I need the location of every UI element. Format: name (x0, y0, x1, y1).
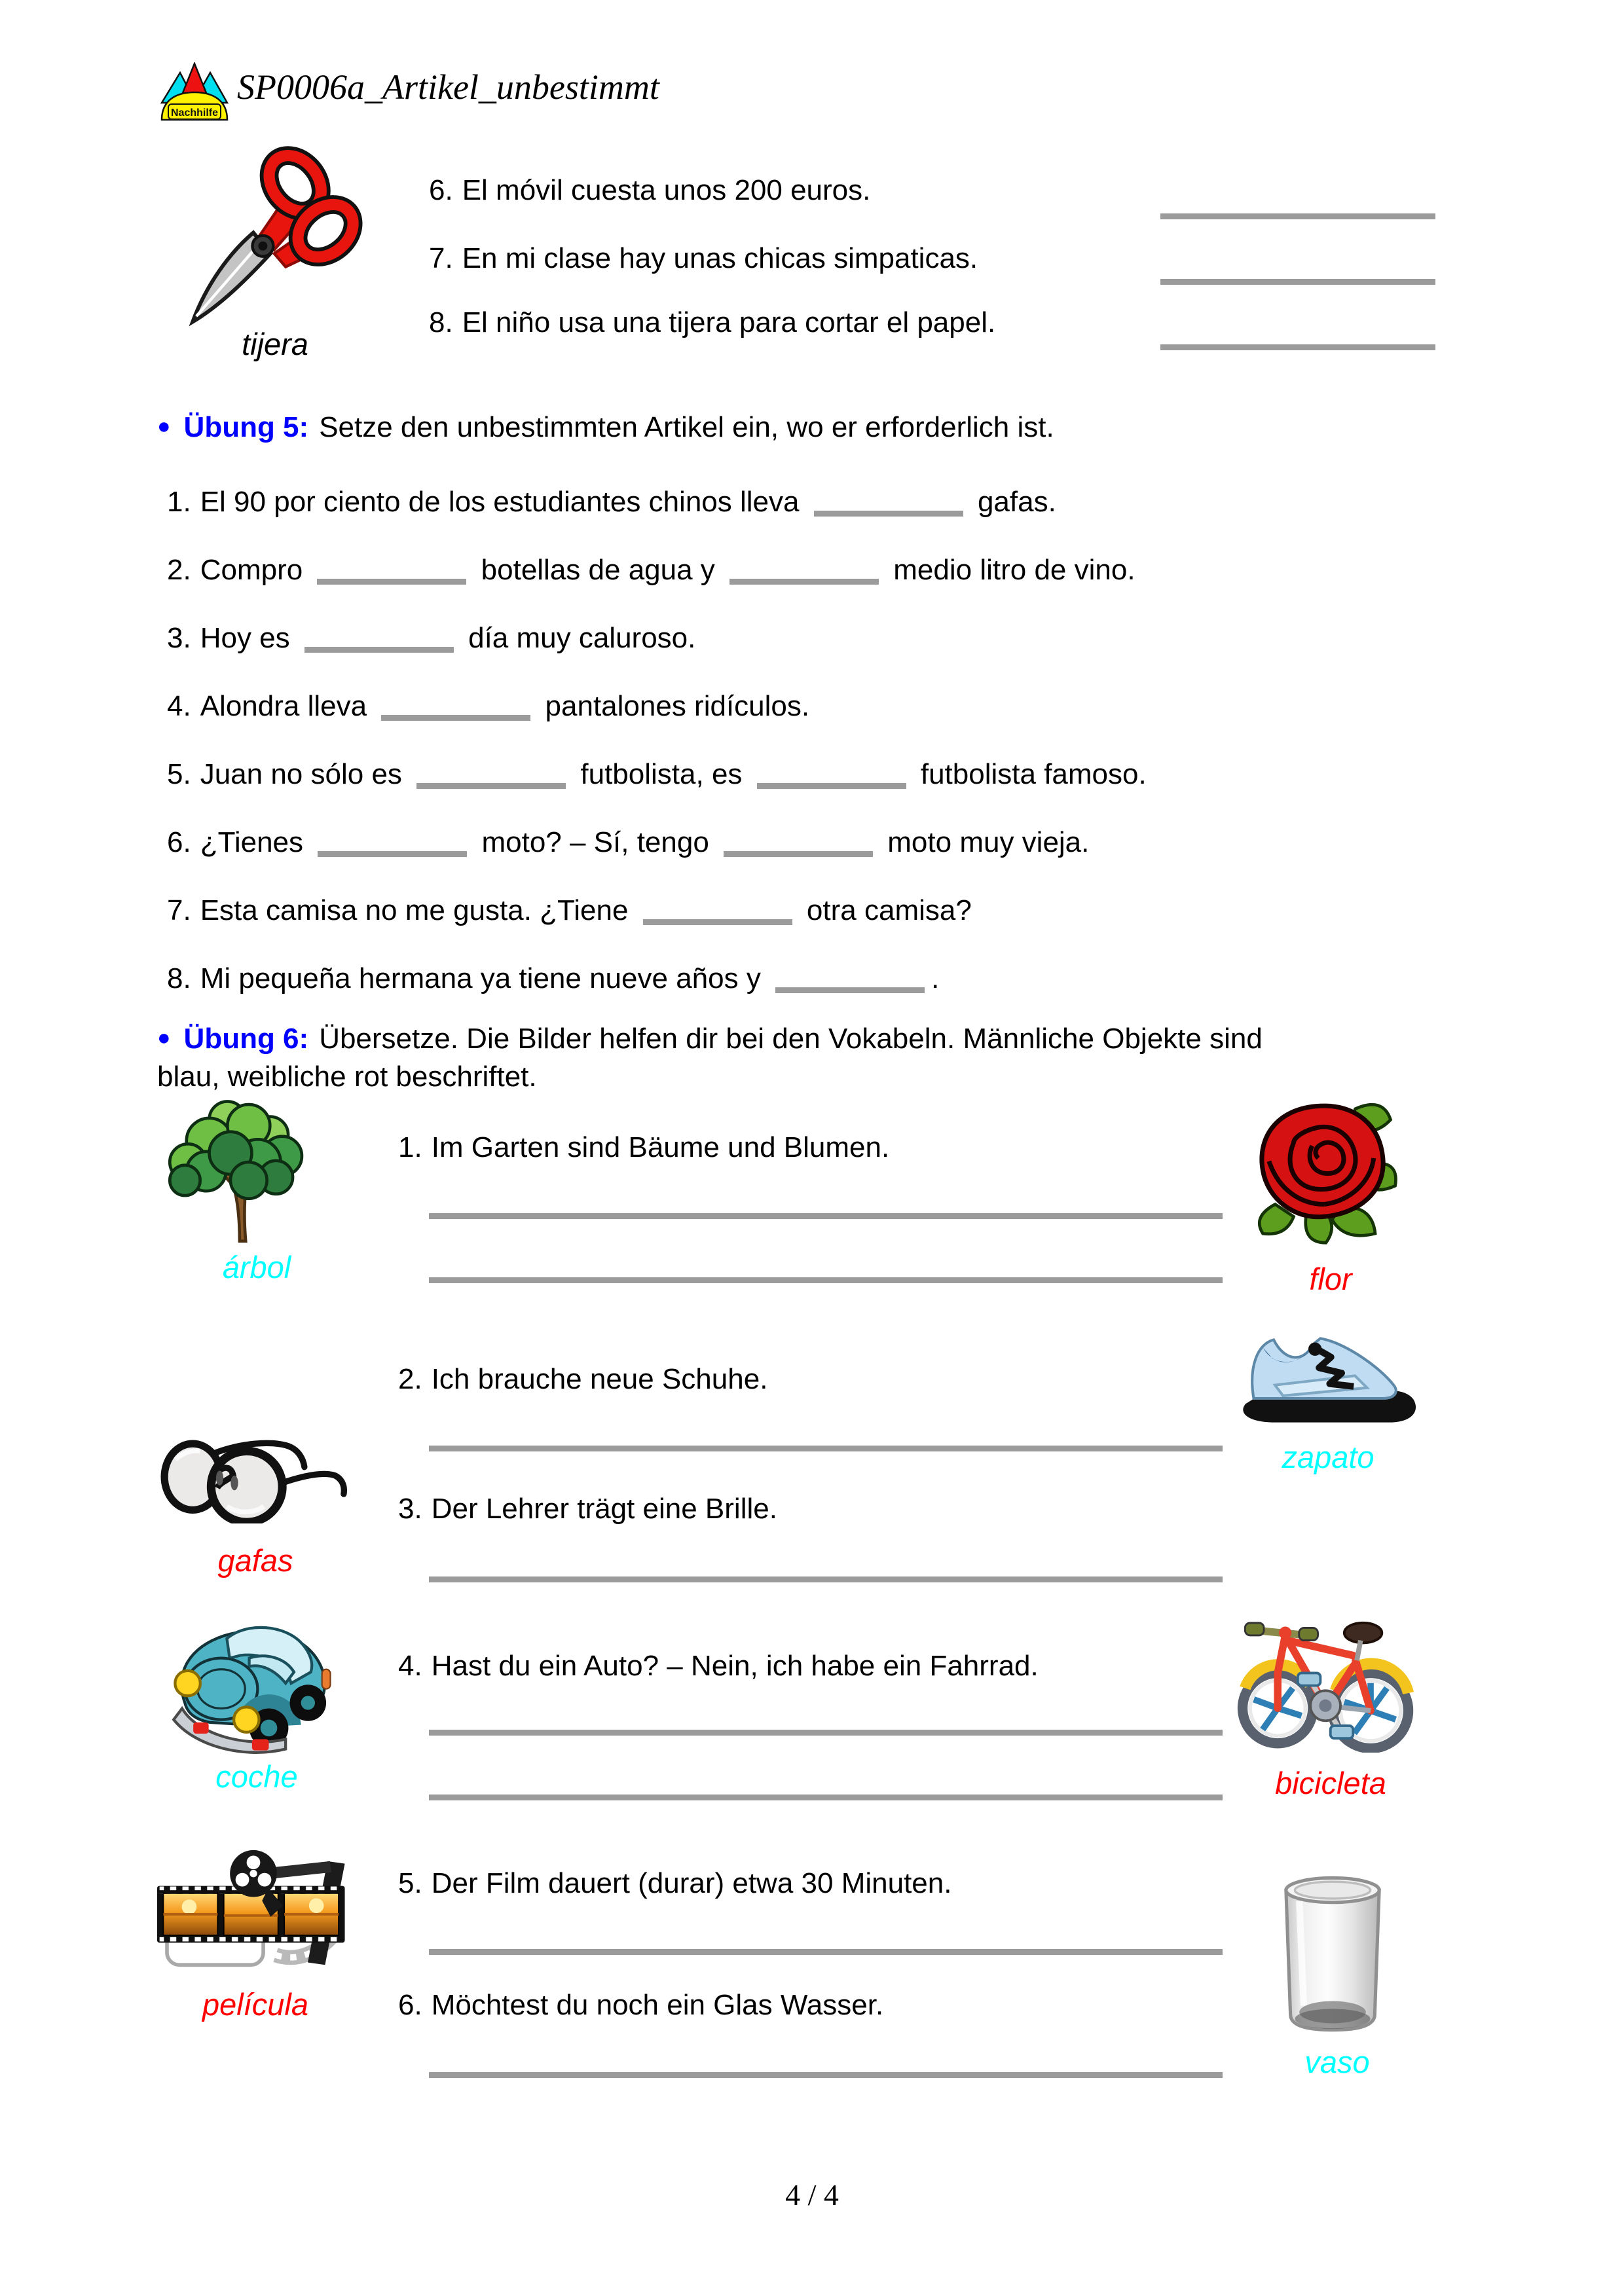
item-text: Der Film dauert (durar) etwa 30 Minuten. (431, 1867, 952, 1899)
drinking-glass-icon (1269, 1872, 1396, 2032)
sentence-number: 7. (429, 242, 453, 274)
answer-line (429, 1576, 1223, 1582)
item-number: 7. (167, 894, 191, 926)
item-number: 1. (167, 486, 191, 518)
item-text: Mi pequeña hermana ya tiene nueve años y . (200, 962, 940, 994)
sentence-text: El niño usa una tijera para cortar el papel. (462, 306, 996, 338)
page-number: 4 / 4 (785, 2178, 839, 2212)
exercise-item (167, 554, 1135, 587)
item-text: Alondra lleva pantalones ridículos. (200, 690, 810, 722)
item-number: 5. (167, 758, 191, 790)
sentence-text: En mi clase hay unas chicas simpaticas. (462, 242, 978, 274)
bicycle-image (1235, 1607, 1417, 1753)
sentence (429, 174, 870, 207)
shoe-image (1235, 1329, 1422, 1430)
answer-line (429, 1213, 1223, 1219)
item-number: 3. (398, 1493, 422, 1525)
tree-image (164, 1100, 331, 1247)
glasses-image (156, 1435, 352, 1523)
bullet-icon: ● (157, 1025, 171, 1050)
answer-blank (724, 851, 873, 857)
item-number: 8. (167, 962, 191, 994)
glass-image (1269, 1872, 1396, 2032)
item-text: ¿Tienes moto? – Sí, tengo moto muy vieja. (200, 826, 1090, 858)
answer-blank (814, 511, 963, 517)
ubung5-heading (157, 411, 1054, 444)
exercise-item (167, 826, 1089, 859)
glasses-icon (156, 1435, 352, 1523)
beetle-car-icon (162, 1611, 344, 1764)
answer-blank (775, 987, 925, 993)
exercise-item (167, 962, 939, 995)
answer-line (429, 1795, 1223, 1800)
answer-blank (318, 851, 467, 857)
sentence (429, 242, 978, 275)
ubung6-title: Übung 6: (183, 1023, 309, 1055)
ubung6-instruction-line1: Übersetze. Die Bilder helfen dir bei den Vokabeln. Männliche Objekte sind (319, 1023, 1263, 1055)
filmstrip-icon (155, 1849, 352, 1978)
item-text: Möchtest du noch ein Glas Wasser. (431, 1989, 884, 2021)
answer-blank (416, 783, 566, 789)
exercise-item (398, 1989, 883, 2022)
logo-text: Nachhilfe (170, 107, 219, 118)
item-text: Im Garten sind Bäume und Blumen. (431, 1131, 890, 1163)
vocab-label-arbol: árbol (222, 1250, 291, 1285)
answer-blank (381, 715, 530, 721)
vocab-label-vaso: vaso (1304, 2045, 1370, 2079)
bicycle-icon (1235, 1607, 1417, 1753)
answer-blank (317, 579, 466, 585)
item-number: 2. (398, 1363, 422, 1395)
item-text: Juan no sólo es futbolista, es futbolista famoso. (200, 758, 1147, 790)
item-number: 6. (167, 826, 191, 858)
document-title: SP0006a_Artikel_unbestimmt (237, 67, 659, 107)
exercise-item (398, 1493, 777, 1525)
item-text: Compro botellas de agua y medio litro de vino. (200, 554, 1135, 586)
answer-line (1160, 213, 1435, 219)
scissors-icon (175, 145, 365, 335)
answer-blank (304, 647, 454, 653)
exercise-item (167, 486, 1056, 519)
sentence-number: 8. (429, 306, 453, 338)
item-text: Hoy es día muy caluroso. (200, 622, 696, 654)
tree-icon (164, 1100, 331, 1247)
nachhilfe-logo (159, 62, 230, 125)
exercise-item (398, 1363, 767, 1396)
sentence-text: El móvil cuesta unos 200 euros. (462, 174, 871, 206)
car-image (162, 1611, 344, 1764)
item-number: 6. (398, 1989, 422, 2021)
item-number: 4. (167, 690, 191, 722)
ubung6-heading (157, 1019, 1598, 1096)
mountain-logo-icon (159, 62, 230, 125)
answer-line (429, 2072, 1223, 2078)
answer-line (429, 1277, 1223, 1283)
ubung5-title: Übung 5: (183, 411, 309, 443)
answer-line (429, 1730, 1223, 1736)
sentence-number: 6. (429, 174, 453, 206)
item-text: Ich brauche neue Schuhe. (431, 1363, 768, 1395)
item-number: 1. (398, 1131, 422, 1163)
item-number: 3. (167, 622, 191, 654)
answer-line (429, 1446, 1223, 1451)
exercise-item (398, 1650, 1039, 1683)
vocab-label-bicicleta: bicicleta (1275, 1766, 1386, 1800)
exercise-item (167, 894, 972, 927)
answer-blank (757, 783, 906, 789)
film-image (155, 1849, 352, 1978)
bullet-icon: ● (157, 414, 171, 439)
item-number: 4. (398, 1650, 422, 1682)
answer-line (429, 1949, 1223, 1955)
exercise-item (167, 758, 1147, 791)
vocab-label-gafas: gafas (217, 1543, 293, 1578)
rose-icon (1247, 1097, 1401, 1250)
vocab-label-zapato: zapato (1282, 1440, 1375, 1474)
item-number: 5. (398, 1867, 422, 1899)
answer-line (1160, 344, 1435, 350)
ubung6-instruction-line2: blau, weibliche rot beschriftet. (157, 1061, 537, 1093)
vocab-label-coche: coche (215, 1759, 298, 1794)
ubung5-instruction: Setze den unbestimmten Artikel ein, wo er erforderlich ist. (319, 411, 1054, 443)
item-text: Der Lehrer trägt eine Brille. (431, 1493, 777, 1525)
answer-line (1160, 279, 1435, 285)
item-text: Esta camisa no me gusta. ¿Tiene otra camisa? (200, 894, 972, 926)
vocab-label-pelicula: película (202, 1987, 308, 2022)
item-text: El 90 por ciento de los estudiantes chinos lleva gafas. (200, 486, 1056, 518)
exercise-item (398, 1131, 889, 1164)
vocab-label-tijera: tijera (242, 327, 308, 361)
answer-blank (729, 579, 879, 585)
sentence (429, 306, 995, 339)
sneaker-icon (1235, 1329, 1422, 1430)
vocab-label-flor: flor (1309, 1262, 1352, 1296)
item-number: 2. (167, 554, 191, 586)
exercise-item (167, 622, 695, 655)
exercise-item (398, 1867, 951, 1900)
scissors-image (175, 145, 365, 335)
rose-image (1247, 1097, 1401, 1250)
exercise-item (167, 690, 809, 723)
answer-blank (643, 919, 792, 925)
item-text: Hast du ein Auto? – Nein, ich habe ein Fahrrad. (431, 1650, 1039, 1682)
